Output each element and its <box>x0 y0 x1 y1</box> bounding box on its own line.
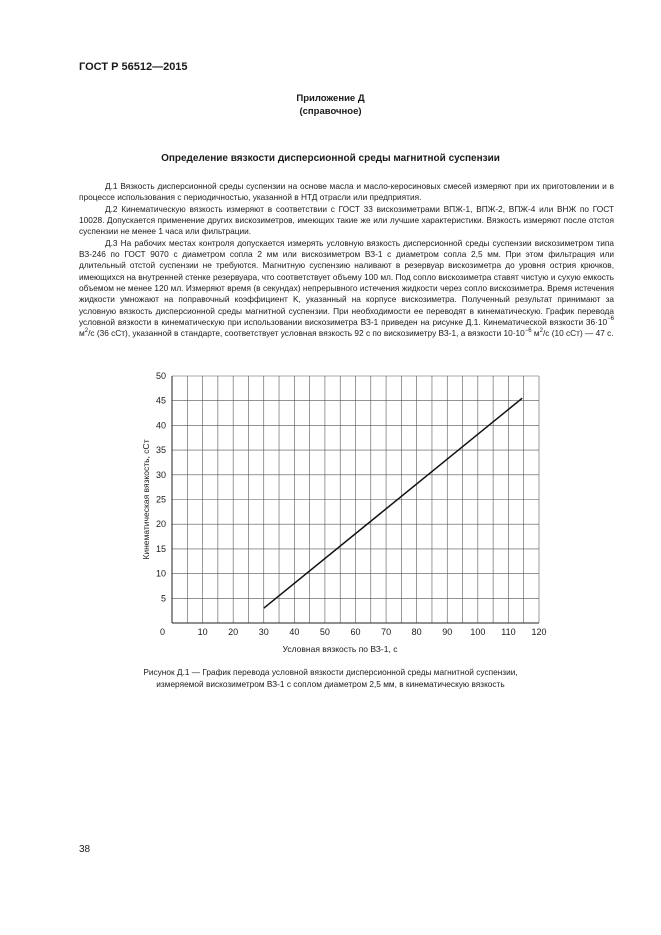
y-tick-label-20: 20 <box>155 519 166 530</box>
paragraph-d3-middle: /с (36 сСт), указанной в стандарте, соответствует условная вязкость 92 с по вискозиметру ВЗ-1, а вязкости 10·10 <box>88 328 525 339</box>
y-tick-label-35: 35 <box>155 445 166 456</box>
page-number: 38 <box>79 844 91 855</box>
y-tick-label-15: 15 <box>155 543 166 554</box>
x-tick-label-70: 70 <box>381 627 392 637</box>
viscosity-chart <box>135 367 555 659</box>
x-tick-label-90: 90 <box>442 627 453 637</box>
x-tick-label-30: 30 <box>258 627 269 637</box>
x-tick-label-50: 50 <box>319 627 330 637</box>
y-tick-label-45: 45 <box>155 395 166 406</box>
paragraph-d3-unit-1: м <box>79 328 85 339</box>
exponent-2: −6 <box>524 327 532 334</box>
y-tick-label-25: 25 <box>155 494 166 505</box>
x-axis-title: Условная вязкость по ВЗ-1, с <box>282 644 398 654</box>
x-tick-label-10: 10 <box>197 627 208 637</box>
x-tick-label-100: 100 <box>470 627 486 637</box>
series-line-0 <box>264 398 522 608</box>
y-tick-label-5: 5 <box>160 593 166 604</box>
body-text <box>79 181 614 340</box>
y-axis-title: Кинематическая вязкость, сСт <box>141 439 151 560</box>
caption-line-1: Рисунок Д.1 — График перевода условной вязкости дисперсионной среды магнитной суспензии, <box>143 667 518 677</box>
appendix-heading <box>0 92 661 118</box>
caption-line-2: измеряемой вискозиметром ВЗ-1 с соплом диаметром 2,5 мм, в кинематическую вязкость <box>156 679 505 689</box>
x-tick-label-110: 110 <box>501 627 516 637</box>
x-tick-label-80: 80 <box>411 627 422 637</box>
figure-caption <box>0 666 661 690</box>
paragraph-d3-unit-2: м <box>531 328 540 339</box>
chart-svg <box>135 367 555 659</box>
document-code: ГОСТ Р 56512—2015 <box>79 61 188 73</box>
appendix-subtitle: (справочное) <box>299 106 362 117</box>
exponent-1: −6 <box>607 316 614 323</box>
y-tick-label-50: 50 <box>155 371 166 381</box>
paragraph-d2: Д.2 Кинематическую вязкость измеряют в соответствии с ГОСТ 33 вискозиметрами ВПЖ-1, ВПЖ-2, ВПЖ-4 или ВНЖ по ГОСТ 10028. Допускается применение других вискозиметров, имеющих такие же или лучшие характеристики. Вязкость измеряют после отстоя суспензии не менее 1 часа или фильтрации. <box>79 203 614 237</box>
y-tick-label-10: 10 <box>155 568 166 579</box>
appendix-title: Приложение Д <box>296 93 365 104</box>
paragraph-d1: Д.1 Вязкость дисперсионной среды суспензии на основе масла и масло-керосиновых смесей измеряют при их приготовлении и в процессе использования с периодичностью, указанной в НТД отрасли или предприятия. <box>79 181 614 203</box>
x-tick-label-20: 20 <box>228 627 239 637</box>
y-tick-label-30: 30 <box>155 469 166 480</box>
x-tick-label-120: 120 <box>531 627 547 637</box>
paragraph-d3 <box>79 238 614 340</box>
square-2: 2 <box>539 327 543 334</box>
x-tick-label-60: 60 <box>350 627 361 637</box>
origin-label: 0 <box>159 627 165 637</box>
x-tick-label-40: 40 <box>289 627 300 637</box>
square-1: 2 <box>84 327 89 334</box>
paragraph-d3-end: /с (10 сСт) — 47 с. <box>542 328 614 339</box>
y-tick-label-40: 40 <box>155 420 166 431</box>
section-title: Определение вязкости дисперсионной среды магнитной суспензии <box>161 153 500 164</box>
paragraph-d3-main: Д.3 На рабочих местах контроля допускается измерять условную вязкость дисперсионной среды суспензии вискозиметром типа ВЗ-246 по ГОСТ 9070 с диаметром сопла 2 мм или вискозиметром ВЗ-1 с диаметром сопла 2,5 мм. При этом фильтрация или длительный отстой суспензии не требуются. Магнитную суспензию наливают в резервуар вискозиметра до уровня острия крючков, имеющихся на внутренней стенке резервуара, что соответствует объему 100 мл. Под сопло вискозиметра ставят чистую и сухую емкость объемом не менее 120 мл. Измеряют время (в секундах) непрерывного истечения жидкости через сопло вискозиметра. Время истечения жидкости умножают на поправочный коэффициент K, указанный на корпусе вискозиметра. Полученный результат принимают за условную вязкость дисперсионной среды магнитной суспензии. При необходимости ее переводят в кинематическую. График перевода условной вязкости в кинематическую при использовании вискозиметра ВЗ-1 приведен на рисунке Д.1. Кинематической вязкости 36·10 <box>79 237 614 328</box>
